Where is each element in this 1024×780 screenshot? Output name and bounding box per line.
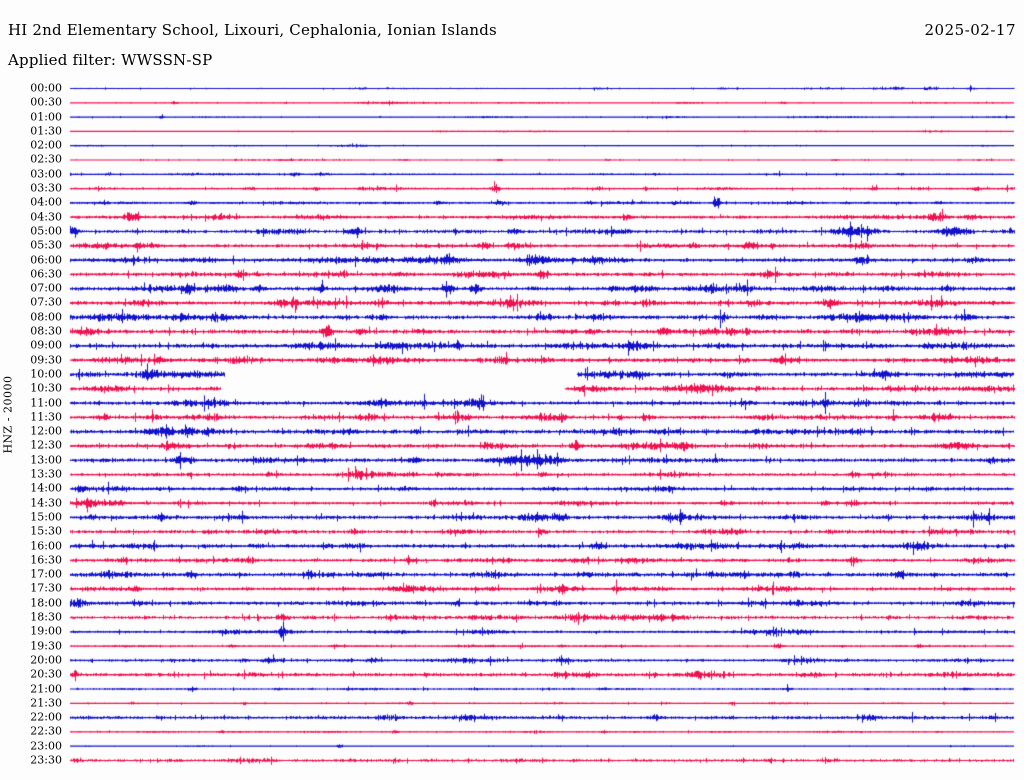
time-label: 13:00 xyxy=(30,453,62,467)
time-label: 10:00 xyxy=(30,367,62,381)
time-label: 14:00 xyxy=(30,481,62,495)
time-label: 02:30 xyxy=(30,152,62,166)
time-label: 18:00 xyxy=(30,596,62,610)
time-label: 08:30 xyxy=(30,324,62,338)
time-label: 00:30 xyxy=(30,95,62,109)
time-label: 18:30 xyxy=(30,610,62,624)
time-label: 15:30 xyxy=(30,524,62,538)
time-label: 09:00 xyxy=(30,338,62,352)
time-label: 01:30 xyxy=(30,124,62,138)
time-label: 15:00 xyxy=(30,510,62,524)
time-label: 21:00 xyxy=(30,682,62,695)
time-label: 08:00 xyxy=(30,310,62,324)
time-label: 20:30 xyxy=(30,667,62,681)
time-label: 05:30 xyxy=(30,238,62,252)
time-label: 21:30 xyxy=(30,696,62,710)
time-label: 19:30 xyxy=(30,639,62,653)
time-label: 11:30 xyxy=(30,410,62,424)
time-label: 03:00 xyxy=(30,167,62,181)
time-label: 01:00 xyxy=(30,110,62,124)
time-label: 14:30 xyxy=(30,496,62,510)
time-label: 02:00 xyxy=(30,138,62,152)
time-label: 09:30 xyxy=(30,353,62,367)
time-label: 13:30 xyxy=(30,467,62,481)
time-label: 07:00 xyxy=(30,281,62,295)
time-label: 20:00 xyxy=(30,653,62,667)
time-label: 03:30 xyxy=(30,181,62,195)
time-label: 16:00 xyxy=(30,539,62,553)
time-label: 12:30 xyxy=(30,438,62,452)
time-label: 19:00 xyxy=(30,624,62,638)
time-label: 10:30 xyxy=(30,381,62,395)
time-label: 00:00 xyxy=(30,81,62,95)
time-label: 22:30 xyxy=(30,724,62,738)
time-label: 17:30 xyxy=(30,581,62,595)
time-label: 06:00 xyxy=(30,253,62,267)
time-label: 04:00 xyxy=(30,195,62,209)
time-label: 12:00 xyxy=(30,424,62,438)
time-label: 04:30 xyxy=(30,210,62,224)
time-label: 05:00 xyxy=(30,224,62,238)
time-label: 11:00 xyxy=(30,396,62,410)
time-label: 23:00 xyxy=(30,739,62,753)
time-label: 22:00 xyxy=(30,710,62,724)
time-label: 07:30 xyxy=(30,295,62,309)
time-label: 06:30 xyxy=(30,267,62,281)
time-label: 17:00 xyxy=(30,567,62,581)
time-label: 23:30 xyxy=(30,753,62,767)
time-label: 16:30 xyxy=(30,553,62,567)
